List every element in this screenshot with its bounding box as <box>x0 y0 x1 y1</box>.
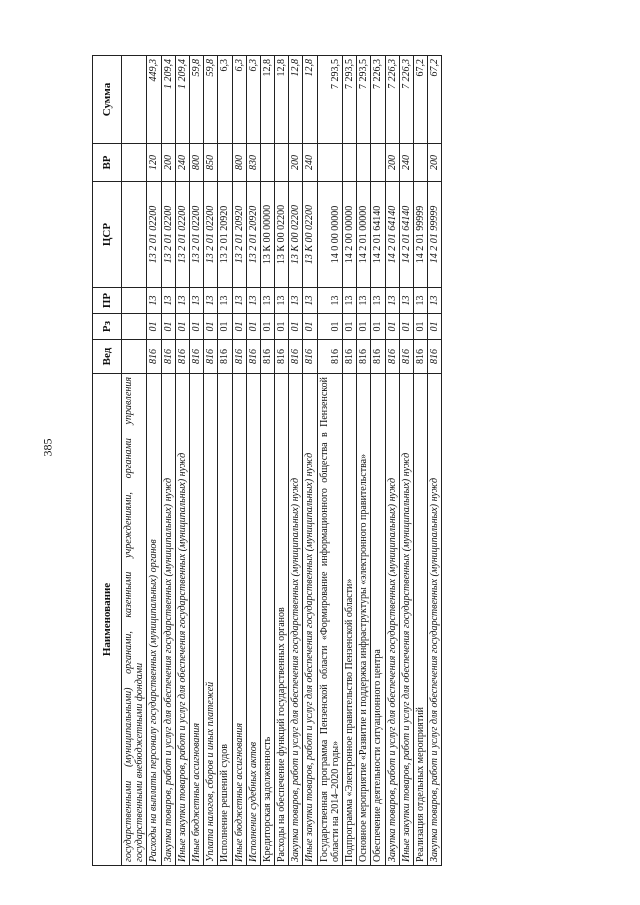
cell-vr <box>371 144 385 182</box>
cell-name: Основное мероприятие «Развитие и поддержка инфраструктуры «электронного правительства» <box>357 374 371 866</box>
cell-csr: 14 2 00 00000 <box>343 182 357 288</box>
cell-sum: 6,3 <box>246 56 260 144</box>
table-row <box>122 56 147 866</box>
table-row <box>275 56 289 866</box>
cell-sum: 7 293,5 <box>343 56 357 144</box>
cell-ved: 816 <box>343 340 357 374</box>
cell-ved: 816 <box>385 340 399 374</box>
table-row <box>218 56 232 866</box>
table-row <box>246 56 260 866</box>
cell-name: Кредиторская задолженность <box>260 374 274 866</box>
cell-sum: 7 293,5 <box>317 56 342 144</box>
cell-pr: 13 <box>161 288 175 314</box>
cell-rz: 01 <box>317 314 342 340</box>
cell-sum: 6,3 <box>232 56 246 144</box>
cell-csr: 13 К 00 02200 <box>289 182 303 288</box>
table-row <box>289 56 303 866</box>
cell-csr: 13 2 01 02200 <box>189 182 203 288</box>
cell-csr: 14 2 01 64140 <box>399 182 413 288</box>
cell-sum <box>122 56 147 144</box>
cell-rz: 01 <box>303 314 317 340</box>
cell-pr: 13 <box>385 288 399 314</box>
cell-ved: 816 <box>204 340 218 374</box>
cell-rz: 01 <box>275 314 289 340</box>
header-csr: ЦСР <box>93 182 122 288</box>
cell-pr: 13 <box>303 288 317 314</box>
cell-sum: 12,8 <box>289 56 303 144</box>
header-vr: ВР <box>93 144 122 182</box>
cell-name: Закупка товаров, работ и услуг для обеспечения государственных (муниципальных) нужд <box>385 374 399 866</box>
cell-sum: 6,3 <box>218 56 232 144</box>
cell-name: Иные закупки товаров, работ и услуг для обеспечения государственных (муниципальных) нужд <box>175 374 189 866</box>
cell-name: Закупка товаров, работ и услуг для обеспечения государственных (муниципальных) нужд <box>289 374 303 866</box>
cell-ved: 816 <box>246 340 260 374</box>
cell-vr: 200 <box>428 144 442 182</box>
cell-vr: 200 <box>161 144 175 182</box>
header-pr: ПР <box>93 288 122 314</box>
cell-vr: 200 <box>289 144 303 182</box>
cell-pr: 13 <box>399 288 413 314</box>
cell-rz: 01 <box>413 314 427 340</box>
cell-vr: 240 <box>175 144 189 182</box>
cell-name: Закупка товаров, работ и услуг для обеспечения государственных (муниципальных) нужд <box>428 374 442 866</box>
table-row <box>428 56 442 866</box>
cell-ved: 816 <box>161 340 175 374</box>
cell-vr: 800 <box>232 144 246 182</box>
cell-pr: 13 <box>147 288 161 314</box>
cell-rz: 01 <box>147 314 161 340</box>
cell-pr: 13 <box>289 288 303 314</box>
table-row <box>399 56 413 866</box>
cell-rz: 01 <box>232 314 246 340</box>
cell-vr <box>275 144 289 182</box>
table-row <box>385 56 399 866</box>
table-row <box>343 56 357 866</box>
cell-name: Обеспечение деятельности ситуационного центра <box>371 374 385 866</box>
cell-pr <box>122 288 147 314</box>
header-ved: Вед <box>93 340 122 374</box>
cell-rz <box>122 314 147 340</box>
cell-pr: 13 <box>428 288 442 314</box>
cell-sum: 67,2 <box>413 56 427 144</box>
cell-csr: 13 2 01 02200 <box>147 182 161 288</box>
cell-name: Иные бюджетные ассигнования <box>189 374 203 866</box>
cell-rz: 01 <box>161 314 175 340</box>
table-row <box>232 56 246 866</box>
cell-name: Государственная программа Пензенской области «Формирование информационного общества в Пензенской области на 2014–2020 годы» <box>317 374 342 866</box>
cell-vr: 200 <box>385 144 399 182</box>
cell-csr <box>122 182 147 288</box>
cell-rz: 01 <box>399 314 413 340</box>
cell-csr: 13 2 01 02200 <box>204 182 218 288</box>
table-row <box>189 56 203 866</box>
cell-pr: 13 <box>275 288 289 314</box>
cell-name: Расходы на выплаты персоналу государственных (муниципальных) органов <box>147 374 161 866</box>
cell-name: Исполнение судебных актов <box>246 374 260 866</box>
cell-pr: 13 <box>175 288 189 314</box>
cell-sum: 7 226,3 <box>399 56 413 144</box>
cell-csr: 13 К 00 02200 <box>275 182 289 288</box>
cell-rz: 01 <box>218 314 232 340</box>
cell-csr: 14 2 01 00000 <box>357 182 371 288</box>
cell-name: Исполнение решений судов <box>218 374 232 866</box>
cell-name: Реализация отдельных мероприятий <box>413 374 427 866</box>
cell-ved: 816 <box>413 340 427 374</box>
header-rz: Рз <box>93 314 122 340</box>
cell-sum: 1 209,4 <box>175 56 189 144</box>
cell-pr: 13 <box>413 288 427 314</box>
cell-rz: 01 <box>204 314 218 340</box>
cell-csr: 13 К 00 02200 <box>303 182 317 288</box>
cell-sum: 7 226,3 <box>385 56 399 144</box>
cell-vr <box>343 144 357 182</box>
cell-name: Иные бюджетные ассигнования <box>232 374 246 866</box>
table-row <box>147 56 161 866</box>
table-body <box>122 56 442 866</box>
cell-ved: 816 <box>357 340 371 374</box>
cell-sum: 1 209,4 <box>161 56 175 144</box>
cell-vr <box>218 144 232 182</box>
cell-rz: 01 <box>289 314 303 340</box>
cell-csr: 13 2 01 02200 <box>175 182 189 288</box>
table-header-row <box>93 56 122 866</box>
cell-rz: 01 <box>175 314 189 340</box>
cell-rz: 01 <box>357 314 371 340</box>
cell-name: Иные закупки товаров, работ и услуг для обеспечения государственных (муниципальных) нужд <box>399 374 413 866</box>
cell-name: государственными (муниципальными) органами, казенными учреждениями, органами управления государственными внебюджетными фондами <box>122 374 147 866</box>
cell-vr <box>260 144 274 182</box>
cell-ved: 816 <box>303 340 317 374</box>
cell-sum: 449,3 <box>147 56 161 144</box>
table-row <box>371 56 385 866</box>
cell-vr: 240 <box>399 144 413 182</box>
cell-sum: 12,8 <box>260 56 274 144</box>
cell-name: Закупка товаров, работ и услуг для обеспечения государственных (муниципальных) нужд <box>161 374 175 866</box>
cell-csr: 14 2 01 64140 <box>385 182 399 288</box>
cell-vr: 120 <box>147 144 161 182</box>
cell-vr <box>122 144 147 182</box>
cell-ved: 816 <box>317 340 342 374</box>
cell-sum: 7 293,5 <box>357 56 371 144</box>
page-number: 385 <box>40 438 55 457</box>
cell-ved: 816 <box>260 340 274 374</box>
cell-ved: 816 <box>289 340 303 374</box>
cell-pr: 13 <box>218 288 232 314</box>
cell-csr: 14 2 01 64140 <box>371 182 385 288</box>
cell-vr <box>357 144 371 182</box>
cell-rz: 01 <box>385 314 399 340</box>
cell-csr: 14 2 01 99999 <box>428 182 442 288</box>
cell-vr <box>317 144 342 182</box>
cell-sum: 59,8 <box>189 56 203 144</box>
budget-table <box>92 55 442 866</box>
cell-vr <box>413 144 427 182</box>
table-row <box>175 56 189 866</box>
cell-pr: 13 <box>343 288 357 314</box>
cell-sum: 67,2 <box>428 56 442 144</box>
cell-ved: 816 <box>399 340 413 374</box>
table-row <box>303 56 317 866</box>
header-name: Наименование <box>93 374 122 866</box>
cell-csr: 13 2 01 20920 <box>218 182 232 288</box>
table-row <box>260 56 274 866</box>
cell-ved: 816 <box>147 340 161 374</box>
cell-name: Расходы на обеспечение функций государственных органов <box>275 374 289 866</box>
cell-ved: 816 <box>275 340 289 374</box>
cell-rz: 01 <box>343 314 357 340</box>
cell-vr: 800 <box>189 144 203 182</box>
cell-csr: 13 2 01 20920 <box>246 182 260 288</box>
cell-name: Подпрограмма «Электронное правительство Пензенской области» <box>343 374 357 866</box>
table-row <box>357 56 371 866</box>
cell-ved: 816 <box>371 340 385 374</box>
cell-csr: 13 2 01 20920 <box>232 182 246 288</box>
cell-rz: 01 <box>246 314 260 340</box>
cell-rz: 01 <box>371 314 385 340</box>
table-row <box>204 56 218 866</box>
cell-ved: 816 <box>175 340 189 374</box>
cell-name: Уплата налогов, сборов и иных платежей <box>204 374 218 866</box>
cell-pr: 13 <box>260 288 274 314</box>
cell-sum: 59,8 <box>204 56 218 144</box>
cell-name: Иные закупки товаров, работ и услуг для обеспечения государственных (муниципальных) нужд <box>303 374 317 866</box>
cell-vr: 830 <box>246 144 260 182</box>
cell-pr: 13 <box>371 288 385 314</box>
cell-csr: 14 2 01 99999 <box>413 182 427 288</box>
cell-pr: 13 <box>357 288 371 314</box>
cell-ved <box>122 340 147 374</box>
cell-pr: 13 <box>232 288 246 314</box>
table-row <box>317 56 342 866</box>
cell-rz: 01 <box>428 314 442 340</box>
header-sum: Сумма <box>93 56 122 144</box>
cell-rz: 01 <box>260 314 274 340</box>
cell-sum: 12,8 <box>275 56 289 144</box>
cell-csr: 13 К 00 00000 <box>260 182 274 288</box>
cell-vr: 850 <box>204 144 218 182</box>
cell-sum: 12,8 <box>303 56 317 144</box>
rotated-table-container <box>92 56 582 866</box>
cell-ved: 816 <box>428 340 442 374</box>
table-row <box>161 56 175 866</box>
cell-pr: 13 <box>189 288 203 314</box>
cell-pr: 13 <box>246 288 260 314</box>
cell-rz: 01 <box>189 314 203 340</box>
cell-pr: 13 <box>204 288 218 314</box>
cell-pr: 13 <box>317 288 342 314</box>
cell-ved: 816 <box>189 340 203 374</box>
cell-sum: 7 226,3 <box>371 56 385 144</box>
cell-vr: 240 <box>303 144 317 182</box>
cell-ved: 816 <box>218 340 232 374</box>
cell-csr: 14 0 00 00000 <box>317 182 342 288</box>
cell-csr: 13 2 01 02200 <box>161 182 175 288</box>
table-row <box>413 56 427 866</box>
cell-ved: 816 <box>232 340 246 374</box>
